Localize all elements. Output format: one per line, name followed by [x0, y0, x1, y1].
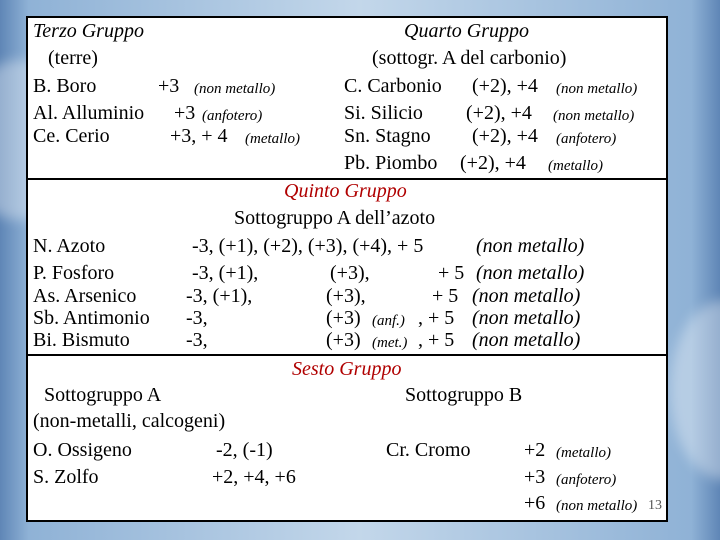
element-type: (anfotero)	[202, 108, 263, 124]
bg-decoration	[670, 300, 720, 480]
element-name: P. Fosforo	[33, 262, 115, 284]
element-type: (non metallo)	[472, 285, 581, 307]
oxidation-states: -3,	[186, 307, 208, 329]
element-name: Bi. Bismuto	[33, 329, 130, 351]
element-type: (non metallo)	[472, 329, 581, 351]
oxidation-states: (+2), +4	[460, 152, 526, 174]
element-name: Sb. Antimonio	[33, 307, 150, 329]
element-type: (metallo)	[556, 445, 611, 461]
group5-subtitle: Sottogruppo A dell’azoto	[234, 207, 436, 229]
oxidation-states: , + 5	[418, 329, 455, 351]
page-number: 13	[648, 498, 662, 513]
oxidation-states: , + 5	[418, 307, 455, 329]
oxidation-states: (+3)	[326, 329, 361, 351]
element-type-small: (anf.)	[372, 313, 405, 329]
oxidation-states: + 5	[438, 262, 465, 284]
oxidation-states: (+3)	[326, 307, 361, 329]
element-name: Si. Silicio	[344, 102, 423, 124]
divider	[28, 354, 666, 356]
element-name: B. Boro	[33, 75, 97, 97]
element-name: Al. Alluminio	[33, 102, 145, 124]
subgroup-a-desc: (non-metalli, calcogeni)	[33, 410, 226, 432]
element-name: S. Zolfo	[33, 466, 99, 488]
oxidation-states: -2, (-1)	[216, 439, 273, 461]
group3-title: Terzo Gruppo	[33, 20, 144, 42]
oxidation-states: -3, (+1), (+2), (+3), (+4), + 5	[192, 235, 424, 257]
oxidation-states: +2	[524, 439, 546, 461]
element-type: (non metallo)	[476, 235, 585, 257]
group4-title: Quarto Gruppo	[404, 20, 530, 42]
element-name: Cr. Cromo	[386, 439, 471, 461]
element-type: (non metallo)	[556, 498, 638, 514]
oxidation-states: (+2), +4	[472, 75, 538, 97]
element-type-small: (met.)	[372, 335, 408, 351]
oxidation-states: +3	[524, 466, 546, 488]
element-name: Ce. Cerio	[33, 125, 110, 147]
element-type: (non metallo)	[472, 307, 581, 329]
element-name: O. Ossigeno	[33, 439, 132, 461]
group3-subtitle: (terre)	[48, 47, 98, 69]
group4-subtitle: (sottogr. A del carbonio)	[372, 47, 567, 69]
oxidation-states: +2, +4, +6	[212, 466, 296, 488]
element-type: (non metallo)	[553, 108, 635, 124]
element-type: (anfotero)	[556, 131, 617, 147]
element-name: As. Arsenico	[33, 285, 137, 307]
element-type: (anfotero)	[556, 472, 617, 488]
element-type: (non metallo)	[556, 81, 638, 97]
oxidation-states: -3,	[186, 329, 208, 351]
subgroup-b-title: Sottogruppo B	[405, 384, 523, 406]
oxidation-states: (+2), +4	[466, 102, 532, 124]
element-name: Pb. Piombo	[344, 152, 438, 174]
oxidation-states: -3, (+1),	[192, 262, 259, 284]
element-type: (non metallo)	[476, 262, 585, 284]
oxidation-states: (+3),	[326, 285, 366, 307]
element-type: (non metallo)	[194, 81, 276, 97]
element-type: (metallo)	[245, 131, 300, 147]
oxidation-states: (+2), +4	[472, 125, 538, 147]
element-name: Sn. Stagno	[344, 125, 431, 147]
group6-title: Sesto Gruppo	[292, 358, 402, 380]
oxidation-states: +6	[524, 492, 546, 514]
oxidation-states: +3	[158, 75, 180, 97]
element-name: N. Azoto	[33, 235, 106, 257]
oxidation-states: -3, (+1),	[186, 285, 253, 307]
oxidation-states: + 5	[432, 285, 459, 307]
oxidation-states: (+3),	[330, 262, 370, 284]
oxidation-states: +3, + 4	[170, 125, 228, 147]
element-name: C. Carbonio	[344, 75, 442, 97]
subgroup-a-title: Sottogruppo A	[44, 384, 162, 406]
oxidation-states: +3	[174, 102, 196, 124]
element-type: (metallo)	[548, 158, 603, 174]
group5-title: Quinto Gruppo	[284, 180, 407, 202]
